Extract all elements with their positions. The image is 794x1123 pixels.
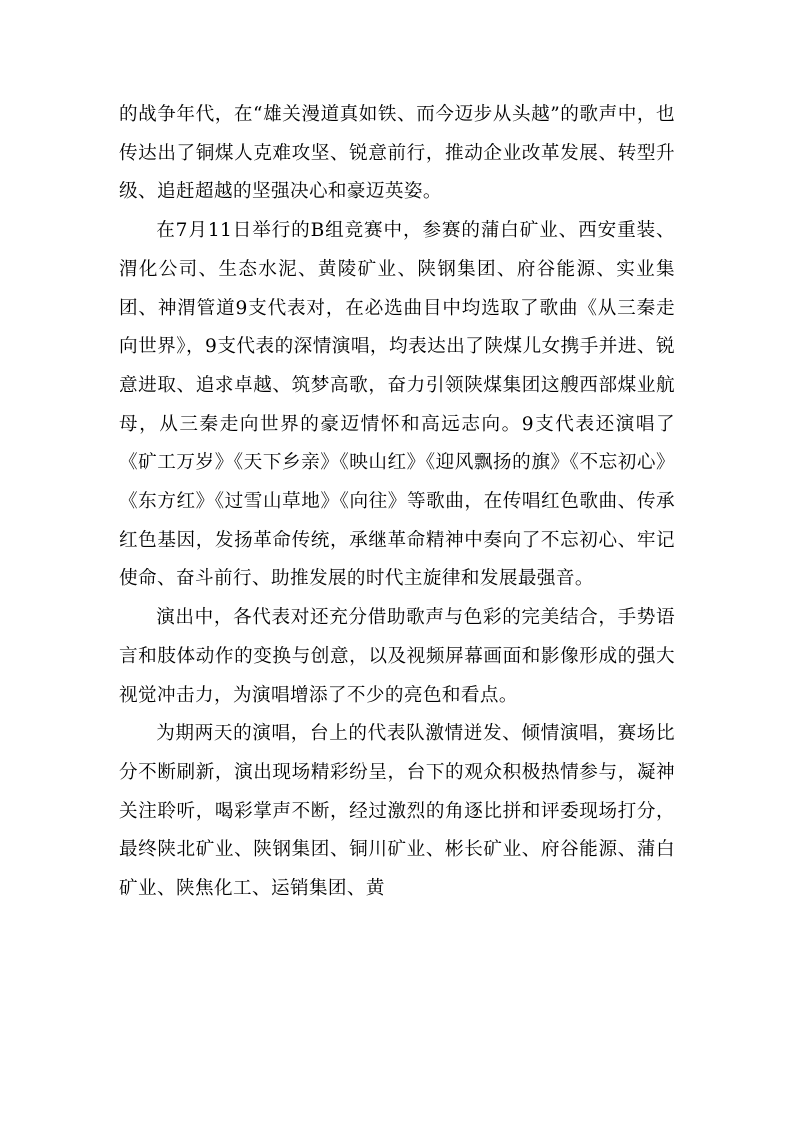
paragraph-performance: 演出中，各代表对还充分借助歌声与色彩的完美结合，手势语言和肢体动作的变换与创意，以及视频屏幕画面和影像形成的强大视觉冲击力，为演唱增添了不少的亮色和看点。 [119,607,675,706]
body-text [119,96,675,909]
paragraph-group-b-competition: 在7月11日举行的B组竞赛中，参赛的蒲白矿业、西安重装、渭化公司、生态水泥、黄陵矿业、陕钢集团、府谷能源、实业集团、神渭管道9支代表对，在必选曲目中均选取了歌曲《从三秦走向世界》，9支代表的深情演唱，均表达出了陕煤儿女携手并进、锐意进取、追求卓越、筑梦高歌，奋力引领陕煤集团这艘西部煤业航母，从三秦走向世界的豪迈情怀和高远志向。9支代表还演唱了《矿工万岁》《天下乡亲》《映山红》《迎风飘扬的旗》《不忘初心》《东方红》《过雪山草地》《向往》等歌曲，在传唱红色歌曲、传承红色基因，发扬革命传统，承继革命精神中奏向了不忘初心、牢记使命、奋斗前行、助推发展的时代主旋律和发展最强音。 [119,220,675,590]
paragraph-continuation: 的战争年代，在“雄关漫道真如铁、而今迈步从头越”的歌声中，也传达出了铜煤人克难攻坚、锐意前行，推动企业改革发展、转型升级、追赶超越的坚强决心和豪迈英姿。 [119,104,675,203]
paragraph-results: 为期两天的演唱，台上的代表队激情迸发、倾情演唱，赛场比分不断刷新，演出现场精彩纷呈，台下的观众积极热情参与，凝神关注聆听，喝彩掌声不断，经过激烈的角逐比拼和评委现场打分，最终陕北矿业、陕钢集团、铜川矿业、彬长矿业、府谷能源、蒲白矿业、陕焦化工、运销集团、黄 [119,723,675,900]
